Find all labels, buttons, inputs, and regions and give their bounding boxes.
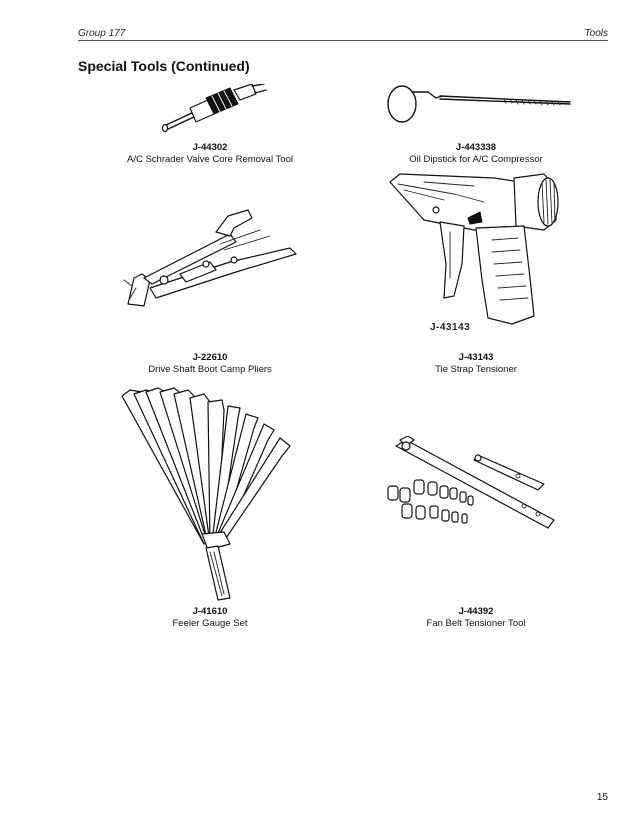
tool-name: Oil Dipstick for A/C Compressor [409, 154, 543, 165]
tool-number: J-43143 [458, 352, 494, 363]
section-title: Special Tools (Continued) [78, 58, 250, 74]
oil-dipstick-illustration [384, 82, 574, 126]
header-rule [78, 40, 608, 41]
tool-caption-6 [346, 606, 606, 630]
boot-clamp-pliers-illustration [120, 208, 300, 318]
tool-name: Fan Belt Tensioner Tool [426, 618, 526, 629]
page-number: 15 [596, 792, 608, 803]
tool-number: J-44302 [192, 142, 228, 153]
running-header-section: Tools [584, 28, 608, 39]
tool-number: J-44392 [458, 606, 494, 617]
tool-caption-5 [80, 606, 340, 630]
tool-number: J-41610 [192, 606, 228, 617]
figure-art-label: J-43143 [430, 322, 471, 333]
tool-caption-2 [346, 142, 606, 166]
fan-belt-tensioner-illustration [384, 436, 564, 536]
tool-name: Feeler Gauge Set [172, 618, 248, 629]
tool-name: A/C Schrader Valve Core Removal Tool [127, 154, 293, 165]
tie-strap-tensioner-illustration [384, 168, 574, 348]
running-header-group: Group 177 [78, 28, 126, 39]
valve-core-tool-illustration [160, 84, 270, 134]
feeler-gauge-set-illustration [112, 384, 302, 602]
tool-name: Drive Shaft Boot Camp Pliers [148, 364, 272, 375]
tool-caption-4 [346, 352, 606, 376]
tool-number: J-443338 [455, 142, 497, 153]
tool-caption-1 [80, 142, 340, 166]
tool-name: Tie Strap Tensioner [435, 364, 517, 375]
tool-number: J-22610 [192, 352, 228, 363]
tool-caption-3 [80, 352, 340, 376]
